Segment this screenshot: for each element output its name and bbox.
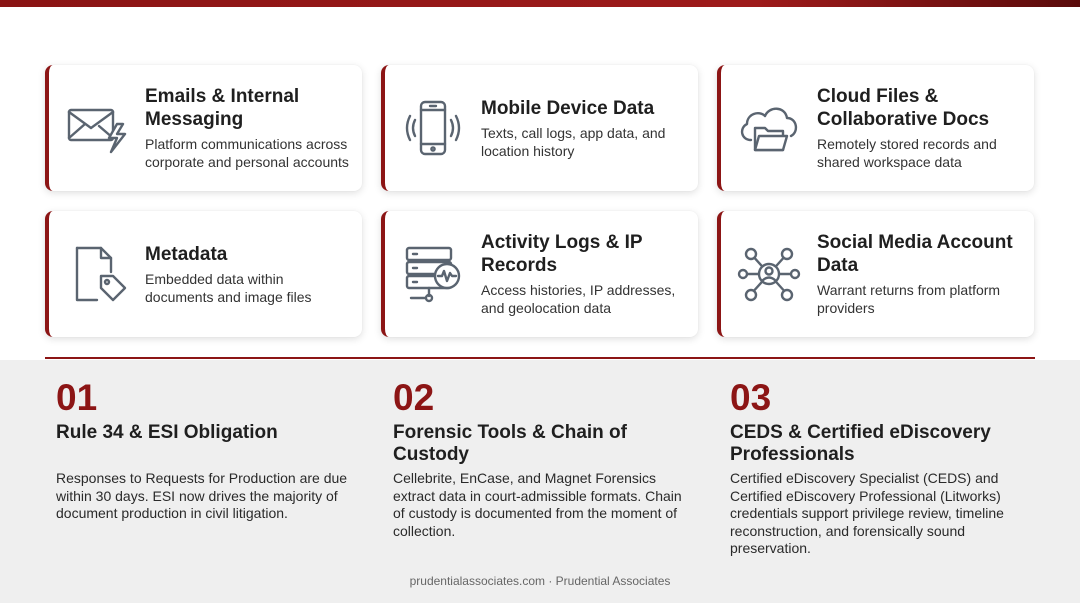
column-02 — [393, 376, 693, 539]
step-number: 01 — [56, 377, 98, 418]
card-title: Mobile Device Data — [481, 97, 655, 119]
card-description: Embedded data within documents and image files — [145, 270, 312, 305]
step-body: Certified eDiscovery Specialist (CEDS) and Certified eDiscovery Professional (Litworks) credentials support privilege review, timeline reconstruction, and forensically sound preservation. — [730, 470, 1004, 557]
card-title: Activity Logs & IP Records — [481, 232, 643, 276]
mobile-phone-icon — [401, 96, 465, 160]
top-accent-bar — [0, 0, 1080, 7]
step-number: 02 — [393, 377, 435, 418]
card-description: Access histories, IP addresses, and geolocation data — [481, 282, 676, 316]
card-social-media — [717, 211, 1034, 337]
column-01 — [56, 376, 356, 522]
card-description: Texts, call logs, app data, and location history — [481, 124, 666, 159]
cloud-folder-icon — [737, 96, 801, 160]
card-title: Cloud Files & Collaborative Docs — [817, 86, 990, 130]
card-description: Warrant returns from platform providers — [817, 282, 1001, 316]
card-cloud-files — [717, 65, 1034, 191]
column-03 — [730, 376, 1030, 557]
card-mobile-device — [381, 65, 698, 191]
step-number: 03 — [730, 377, 772, 418]
card-title: Metadata — [145, 243, 228, 265]
data-source-cards — [45, 65, 1035, 337]
card-description: Platform communications across corporate and personal accounts — [145, 136, 349, 170]
step-body: Cellebrite, EnCase, and Magnet Forensics extract data in court-admissible formats. Chain of custody is documented from the moment of collection. — [393, 470, 682, 539]
card-title: Emails & Internal Messaging — [145, 86, 300, 130]
step-heading: Rule 34 & ESI Obligation — [56, 422, 278, 443]
card-metadata — [45, 211, 362, 337]
card-emails — [45, 65, 362, 191]
card-title: Social Media Account Data — [817, 232, 1013, 276]
footer-text: prudentialassociates.com · Prudential Associates — [409, 574, 671, 588]
social-network-icon — [737, 242, 801, 306]
card-description: Remotely stored records and shared workspace data — [817, 136, 997, 170]
section-divider — [45, 357, 1035, 359]
step-heading: Forensic Tools & Chain of Custody — [393, 422, 627, 465]
server-activity-icon — [401, 242, 465, 306]
step-body: Responses to Requests for Production are due within 30 days. ESI now drives the majority of document production in civil litigation. — [56, 470, 348, 522]
document-tag-icon — [65, 242, 129, 306]
step-heading: CEDS & Certified eDiscovery Professionals — [730, 422, 991, 465]
email-lightning-icon — [65, 96, 129, 160]
card-activity-logs — [381, 211, 698, 337]
